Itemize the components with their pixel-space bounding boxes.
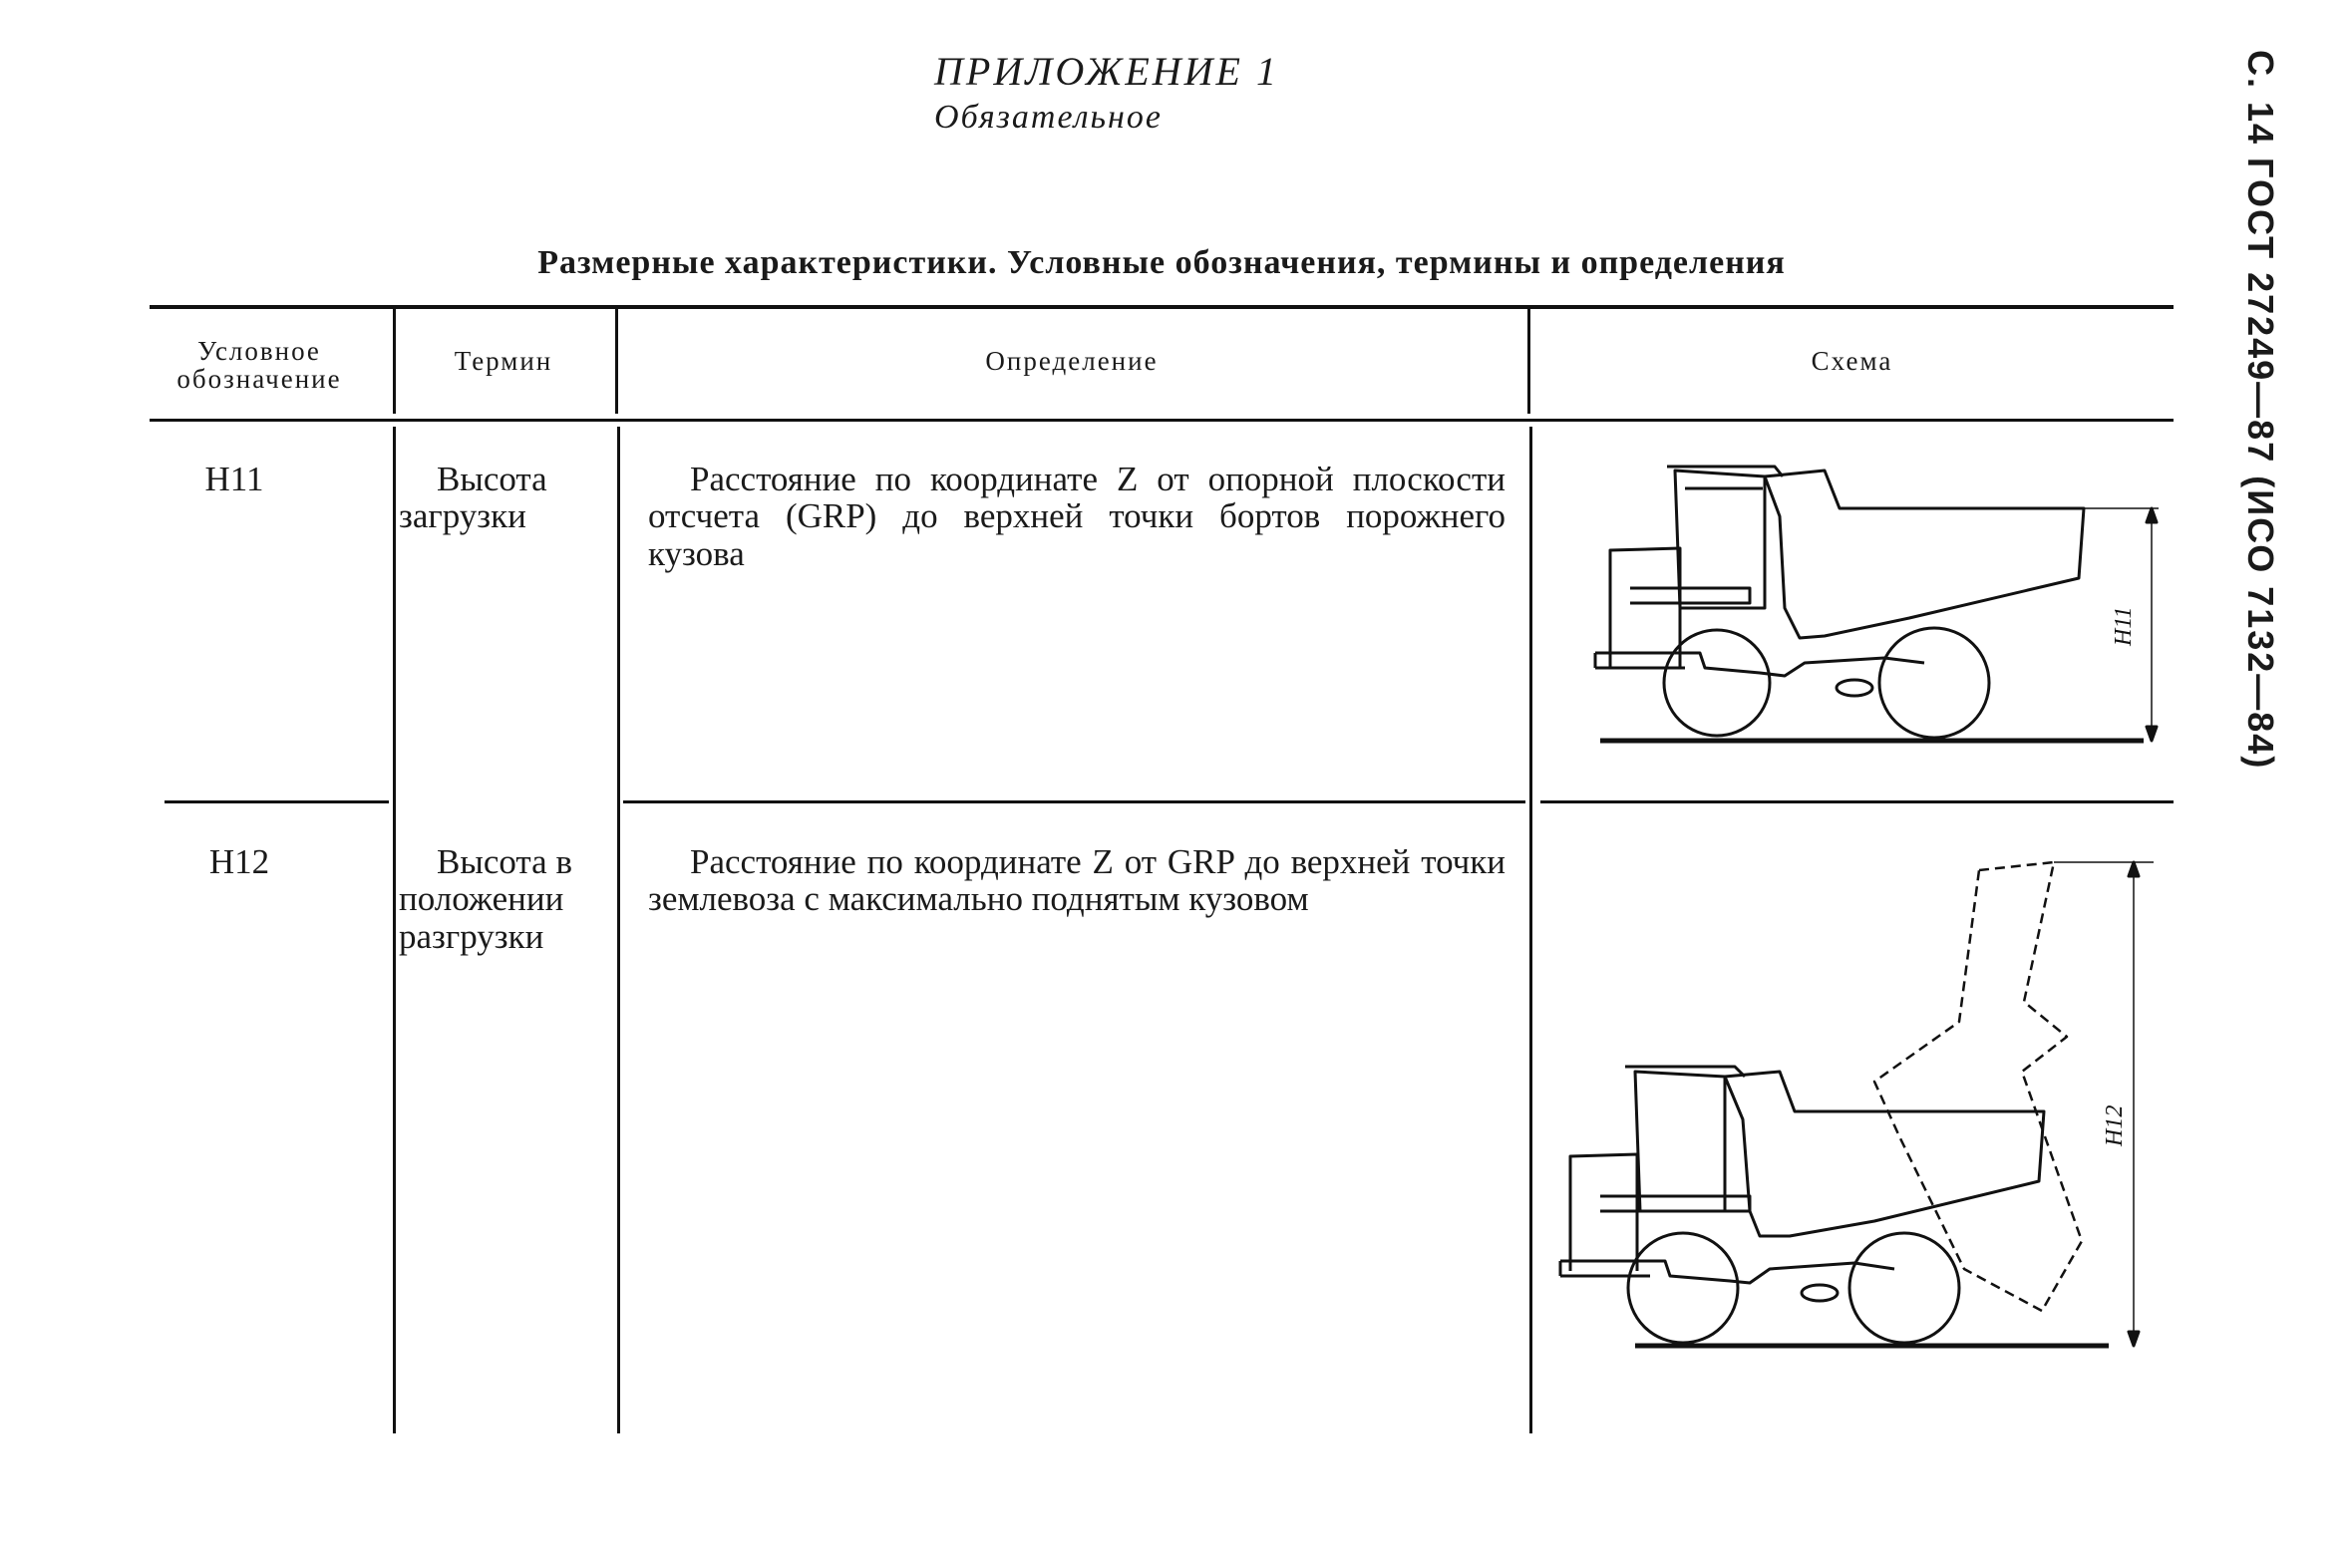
dump-truck-loading-height-icon <box>1585 459 2183 758</box>
column-header-scheme: Схема <box>1811 346 1893 376</box>
column-divider-1 <box>393 427 396 1433</box>
column-divider-2 <box>617 427 620 1433</box>
truck-hood <box>1610 548 1680 668</box>
row-divider-center <box>623 800 1525 803</box>
truck-dump-body-lowered <box>1725 1072 2044 1236</box>
row-1-definition: Расстояние по координате Z от опорной плоскости отсчета (GRP) до верхней точки бортов порожнего кузова <box>648 460 1506 573</box>
row-1-code: H11 <box>204 460 264 498</box>
truck-dump-body <box>1765 470 2084 638</box>
column-header-definition: Определение <box>985 346 1159 376</box>
appendix-subtitle: Обязательное <box>934 99 1163 136</box>
row-2-definition: Расстояние по координате Z от GRP до верхней точки землевоза с максимально поднятым кузовом <box>648 842 1506 919</box>
running-header <box>2223 50 2283 771</box>
dimension-label-h11: H11 <box>2111 606 2137 646</box>
column-header-term: Термин <box>454 346 553 376</box>
appendix-heading <box>934 48 1279 137</box>
truck-chassis <box>1595 653 1924 676</box>
column-divider-3-header <box>1527 309 1530 414</box>
truck-rear-wheel <box>1879 628 1989 738</box>
row-1-term: Высота загрузки <box>399 460 547 536</box>
column-divider-1-header <box>393 309 396 414</box>
table-header-rule <box>150 419 2174 422</box>
row-divider-right <box>1540 800 2174 803</box>
row-2-term: Высота в положении разгрузки <box>399 842 572 956</box>
row-2-code: H12 <box>208 842 270 881</box>
appendix-title: ПРИЛОЖЕНИЕ 1 <box>934 49 1279 94</box>
truck-front-wheel <box>1664 630 1770 736</box>
row-divider-left <box>165 800 389 803</box>
column-divider-2-header <box>615 309 618 414</box>
dimension-label-h12: H12 <box>2102 1104 2128 1146</box>
column-divider-3 <box>1529 427 1532 1433</box>
dump-truck-raised-body-icon <box>1555 852 2183 1371</box>
table-title: Размерные характеристики. Условные обозначения, термины и определения <box>537 244 1786 281</box>
column-header-code: Условное обозначение <box>176 336 342 395</box>
running-header-text: С. 14 ГОСТ 27249—87 (ИСО 7132—84) <box>2240 50 2281 771</box>
truck-dump-body-raised <box>1874 862 2082 1311</box>
table-top-rule <box>150 305 2174 309</box>
